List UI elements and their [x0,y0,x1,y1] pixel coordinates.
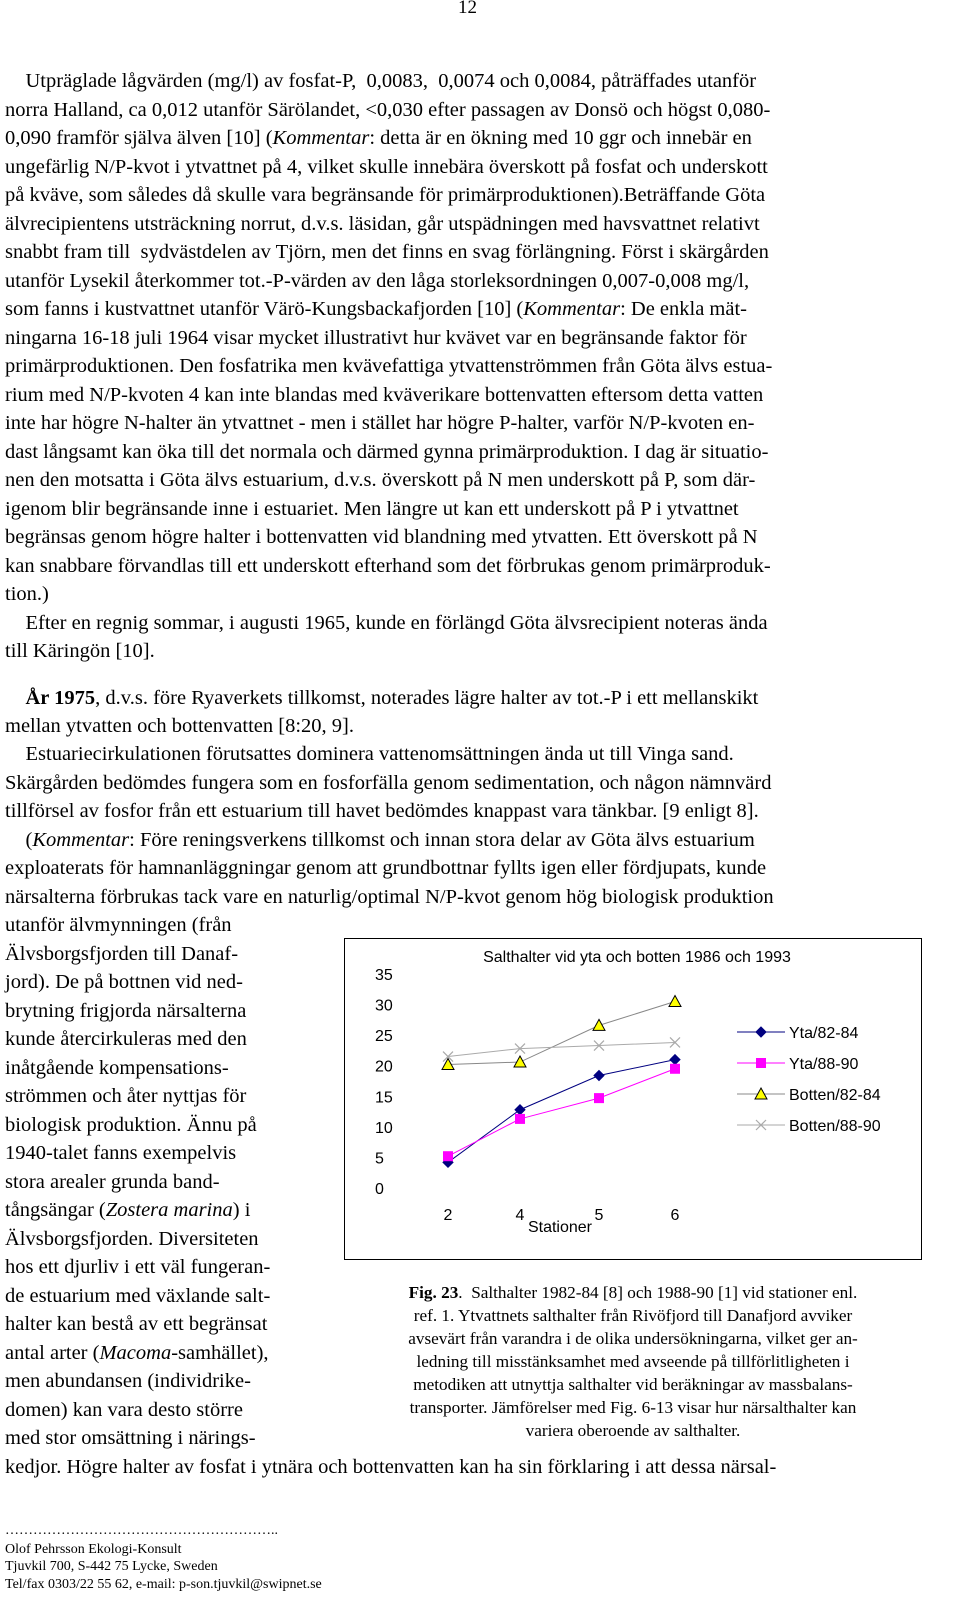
text-line [5,741,734,768]
text-line [5,97,770,124]
italic-text: Kommentar [523,298,621,320]
text-line [5,467,755,494]
text-line [5,713,354,740]
text-segment: tångsängar ( [5,1199,106,1221]
text-line [5,770,771,797]
text-segment: ungefärlig N/P-kvot i ytvattnet på 4, vilket skulle innebära överskott på fosfat och underskott [5,155,768,178]
y-tick-label: 0 [375,1181,384,1198]
series-line [448,1060,675,1163]
text-segment: ningarna 16-18 juli 1964 visar mycket illustrativt hur kvävet var en begränsande faktor för [5,326,747,349]
text-segment: ) i [232,1199,251,1221]
text-segment: utanför Lysekil återkommer tot.-P-värden av den låga storleksordningen 0,007-0,008 mg/l, [5,269,750,292]
text-segment: snabbt fram till sydvästdelen av Tjörn, men det finns en svag förlängning. Först i skärgården [5,241,769,263]
text-segment: ( [5,828,33,851]
text-line [5,1254,270,1281]
text-segment: tillförsel av fosfor från ett estuarium till havet bedömdes knappast vara tänkbar. [9 enligt 8]. [5,800,759,822]
text-segment: exploaterats för hamnanläggningar genom att grundbottnar fyllts igen eller fördjupats, kunde [5,857,767,879]
series-marker [515,1114,525,1124]
series-marker [670,1055,680,1065]
text-line [5,1112,257,1139]
text-line [5,211,760,238]
text-segment: Älvsborgsfjorden till Danaf- [5,942,239,965]
text-line [5,941,238,968]
text-line [5,798,759,825]
text-line [5,125,752,152]
caption-line: avsevärt från varandra i de olika undersökningarna, vilket ger an- [408,1329,858,1348]
text-segment: tion.) [5,583,49,605]
legend-label: Botten/88-90 [789,1118,881,1135]
x-axis-label: Stationer [527,1219,593,1236]
text-line [5,268,749,295]
series-markers [442,996,681,1168]
text-segment: hos ett djurliv i ett väl fungeran- [5,1256,271,1278]
text-line [5,1283,270,1310]
y-tick-label: 30 [375,997,393,1015]
x-tick-label: 6 [670,1207,680,1224]
series-marker [756,1027,766,1037]
text-segment: älvrecipientens utsträckning norrut, d.v.s. läsidan, går utspädningen med havsvattnet relativt [5,212,760,235]
text-segment: dast långsamt kan öka till det normala och därmed gynna primärproduktion. I dag är situatio- [5,440,769,463]
bold-text: År 1975 [25,687,96,709]
text-line [5,1368,251,1395]
page-number: 12 [458,0,477,18]
text-line [5,1397,243,1424]
text-line [5,855,766,882]
series-marker [514,1056,526,1067]
caption-first-line: Fig. 23. Salthalter 1982-84 [8] och 1988-90 [1] vid stationer enl. [408,1283,858,1302]
text-line [5,410,754,437]
footer-company: Olof Pehrsson Ekologi-Konsult [5,1542,182,1557]
text-segment: 1940-talet fanns exempelvis [5,1142,237,1164]
text-segment: Estuariecirkulationen förutsattes dominera vattenomsättningen ända ut till Vinga sand. [5,743,734,765]
text-segment: strömmen och åter nyttjas för [5,1085,247,1107]
series-marker [756,1058,766,1068]
x-tick-label: 2 [443,1207,453,1224]
text-line [5,1055,229,1082]
text-line [5,325,747,352]
legend-label: Yta/88-90 [789,1056,859,1073]
text-segment: kan snabbare förvandlas till ett underskott efterhand som det förbrukas genom primärproduk- [5,554,771,577]
series-marker [670,1064,680,1074]
text-line [5,1454,776,1481]
text-segment: primärproduktionen. Den fosfatrika men kvävefattiga ytvattenströmmen från Göta älvs estua- [5,355,773,377]
text-line [5,524,758,551]
italic-text: Kommentar [272,127,370,149]
text-line [5,553,771,580]
text-segment: , d.v.s. före Ryaverkets tillkomst, noterades lägre halter av tot.-P i ett mellanskikt [95,687,759,709]
text-segment: inte har högre N-halter än ytvattnet - men i stället har högre P-halter, varför N/P-kvoten en- [5,412,755,434]
text-line [5,610,768,637]
text-line [5,827,755,854]
text-segment: mellan ytvatten och bottenvatten [8:20, 9]. [5,715,354,737]
footer-contact: Tel/fax 0303/22 55 62, e-mail: p-son.tjuvkil@swipnet.se [5,1577,322,1592]
x-tick-label: 4 [515,1207,525,1224]
x-tick-label: 5 [594,1207,604,1224]
text-segment: domen) kan vara desto större [5,1398,243,1421]
text-segment: begränsas genom högre halter i bottenvatten vid blandning med ytvatten. Ett överskott på N [5,526,758,548]
series-marker [593,1019,605,1030]
text-segment: närsalterna förbrukas tack vare en naturlig/optimal N/P-kvot genom hög biologisk produktion [5,885,774,908]
text-segment: : Före reningsverkens tillkomst och innan stora delar av Göta älvs estuarium [129,828,755,851]
series-line [448,1042,675,1056]
series-marker [443,1151,453,1161]
text-line [5,1026,247,1053]
text-segment: antal arter ( [5,1341,100,1364]
text-segment: igenom blir begränsande inne i estuariet. Men längre ut kan ett underskott på P i ytvattnet [5,497,739,520]
text-segment: brytning frigjorda närsalterna [5,999,247,1022]
text-segment: inåtgående kompensations- [5,1056,229,1079]
chart-legend [737,1025,881,1135]
y-tick-label: 15 [375,1089,393,1107]
text-segment: 0,090 framför själva älven [10] ( [5,127,273,149]
text-line [5,1340,269,1367]
series-line [448,1002,675,1065]
text-line [5,439,768,466]
text-segment [5,687,26,709]
series-marker [594,1093,604,1103]
text-segment: Utpräglade lågvärden (mg/l) av fosfat-P, 0,0083, 0,0074 och 0,0084, påträffades utanför [5,70,757,92]
text-segment: jord). De på bottnen vid ned- [5,971,243,993]
text-segment: men abundansen (individrike- [5,1370,251,1392]
text-segment: de estuarium med växlande salt- [5,1284,271,1307]
chart-title: Salthalter vid yta och botten 1986 och 1993 [483,949,791,966]
footer-dots: ………………………………………………….. [5,1523,278,1538]
text-segment: stora arealer grunda band- [5,1170,220,1193]
text-segment: kunde återcirkuleras med den [5,1028,247,1050]
chart-svg [345,939,921,1259]
text-segment: till Käringön [10]. [5,640,155,662]
text-segment: på kväve, som således då skulle vara begränsande för primärproduktionen).Beträffande Göta [5,184,766,206]
caption-line: transporter. Jämförelser med Fig. 6-13 visar hur närsalthalter kan [409,1398,857,1417]
text-line [5,1311,267,1338]
text-segment: Efter en regnig sommar, i augusti 1965, kunde en förlängd Göta älvsrecipient noteras ända [5,611,768,634]
y-tick-label: 10 [375,1119,393,1137]
text-segment: -samhället), [171,1341,269,1364]
text-segment: biologisk produktion. Ännu på [5,1113,257,1136]
text-line [5,638,155,665]
text-segment: utanför älvmynningen (från [5,914,232,936]
text-line [5,998,246,1025]
text-segment: med stor omsättning i närings- [5,1427,256,1449]
text-segment: Älvsborgsfjorden. Diversiteten [5,1227,259,1250]
figure-caption [344,1281,922,1442]
italic-text: Zostera marina [105,1199,233,1221]
series-lines [448,1002,675,1163]
caption-line: metodiken att utnyttja salthalter vid beräkningar av massbalans- [413,1375,853,1394]
text-line [5,154,768,181]
text-line [5,969,243,996]
series-marker [515,1105,525,1115]
salinity-chart [344,938,922,1260]
text-segment: rium med N/P-kvoten 4 kan inte blandas med kväverikare bottenvatten eftersom detta vatten [5,383,764,406]
text-line [5,685,758,712]
caption-line: ref. 1. Ytvattnets salthalter från Rivöfjord till Danafjord avviker [413,1306,853,1325]
text-line [5,496,739,523]
text-line [5,296,747,323]
y-axis-ticks [375,967,393,1198]
text-segment: halter kan bestå av ett begränsat [5,1313,268,1335]
text-line [5,1197,250,1224]
text-segment: : detta är en ökning med 10 ggr och innebär en [369,127,752,149]
caption-label: Fig. 23 [408,1283,459,1302]
italic-text: Macoma [99,1341,172,1364]
text-line [5,1140,236,1167]
text-line [5,353,772,380]
y-tick-label: 20 [375,1058,393,1076]
text-line [5,1083,246,1110]
text-line [5,239,769,266]
series-marker [594,1070,604,1080]
y-tick-label: 35 [375,967,393,984]
series-marker [669,996,681,1007]
caption-first-text: Salthalter 1982-84 [8] och 1988-90 [1] vid stationer enl. [471,1283,858,1302]
text-line [5,1169,220,1196]
text-line [5,382,763,409]
text-line [5,912,232,939]
text-segment: Skärgården bedömdes fungera som en fosforfälla genom sedimentation, och någon nämnvärd [5,771,772,794]
text-segment: som fanns i kustvattnet utanför Värö-Kungsbackafjorden [10] ( [5,298,524,320]
legend-label: Yta/82-84 [789,1025,859,1042]
text-segment: kedjor. Högre halter av fosfat i ytnära och bottenvatten kan ha sin förklaring i att dessa närsal- [5,1455,777,1478]
text-segment: norra Halland, ca 0,012 utanför Särölandet, <0,030 efter passagen av Donsö och högst 0,080- [5,98,771,121]
text-line [5,884,774,911]
text-segment: : De enkla mät- [620,298,747,320]
y-tick-label: 25 [375,1028,393,1046]
text-line [5,182,765,209]
text-line [5,68,756,95]
text-segment: nen den motsatta i Göta älvs estuarium, d.v.s. överskott på N men underskott på P, som där- [5,469,756,491]
footer-address: Tjuvkil 700, S-442 75 Lycke, Sweden [5,1559,218,1574]
legend-label: Botten/82-84 [789,1087,881,1104]
italic-text: Kommentar [32,828,130,851]
series-line [448,1069,675,1156]
y-tick-label: 5 [375,1150,384,1168]
caption-line: ledning till misstänksamhet med avseende på tillförlitligheten i [416,1352,850,1371]
text-line [5,1425,256,1452]
text-line [5,1226,259,1253]
text-line [5,581,49,608]
caption-line: variera oberoende av salthalter. [525,1421,741,1440]
